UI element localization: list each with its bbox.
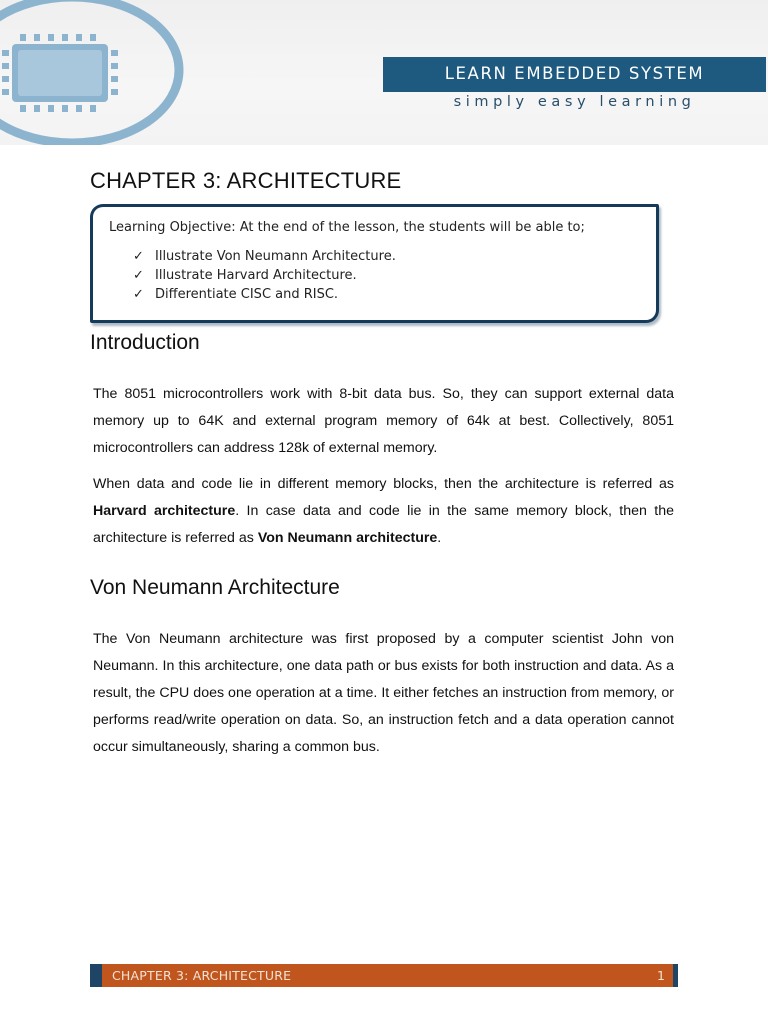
objective-item-text: Illustrate Harvard Architecture.	[155, 268, 357, 283]
page-number: 1	[657, 968, 665, 983]
harvard-term: Harvard architecture	[93, 503, 236, 519]
introduction-paragraph-1: The 8051 microcontrollers work with 8-bit data bus. So, they can support external data memory up to 64K and external program memory of 64k at best. Collectively, 8051 microcontrollers can address 128k of external memory.	[93, 386, 674, 456]
objective-lead: Learning Objective: At the end of the lesson, the students will be able to;	[109, 220, 585, 235]
von-neumann-heading: Von Neumann Architecture	[90, 576, 340, 599]
footer-title: CHAPTER 3: ARCHITECTURE	[112, 968, 292, 983]
header-banner	[0, 0, 768, 145]
learning-objective-box	[90, 204, 659, 323]
chapter-title: CHAPTER 3: ARCHITECTURE	[90, 168, 402, 193]
introduction-paragraph-2	[93, 471, 674, 552]
brand-title: LEARN EMBEDDED SYSTEM	[444, 64, 705, 83]
objective-list	[133, 247, 396, 304]
para-text: . In case data and code lie in the same memory block, then the architecture is referred as	[93, 503, 674, 546]
von-neumann-term: Von Neumann architecture	[257, 530, 438, 546]
page-footer	[90, 964, 678, 987]
para-text: .	[437, 530, 442, 546]
objective-item	[133, 266, 396, 285]
brand-tagline: simply easy learning	[453, 94, 696, 110]
checkmark-icon: ✓	[133, 268, 144, 283]
objective-item-text: Illustrate Von Neumann Architecture.	[155, 249, 396, 264]
checkmark-icon: ✓	[133, 249, 144, 264]
footer-accent-right	[673, 964, 678, 987]
brand-box	[383, 57, 766, 92]
checkmark-icon: ✓	[133, 287, 144, 302]
introduction-heading: Introduction	[90, 331, 200, 354]
microchip-icon	[0, 0, 200, 145]
objective-item	[133, 285, 396, 304]
footer-accent	[90, 964, 102, 987]
objective-item-text: Differentiate CISC and RISC.	[155, 287, 339, 302]
objective-item	[133, 247, 396, 266]
para-text: When data and code lie in different memory blocks, then the architecture is referred as	[93, 476, 674, 492]
von-neumann-paragraph: The Von Neumann architecture was first proposed by a computer scientist John von Neumann. In this architecture, one data path or bus exists for both instruction and data. As a result, the CPU does one operation at a time. It either fetches an instruction from memory, or performs read/write operation on data. So, an instruction fetch and a data operation cannot occur simultaneously, sharing a common bus.	[93, 631, 674, 755]
